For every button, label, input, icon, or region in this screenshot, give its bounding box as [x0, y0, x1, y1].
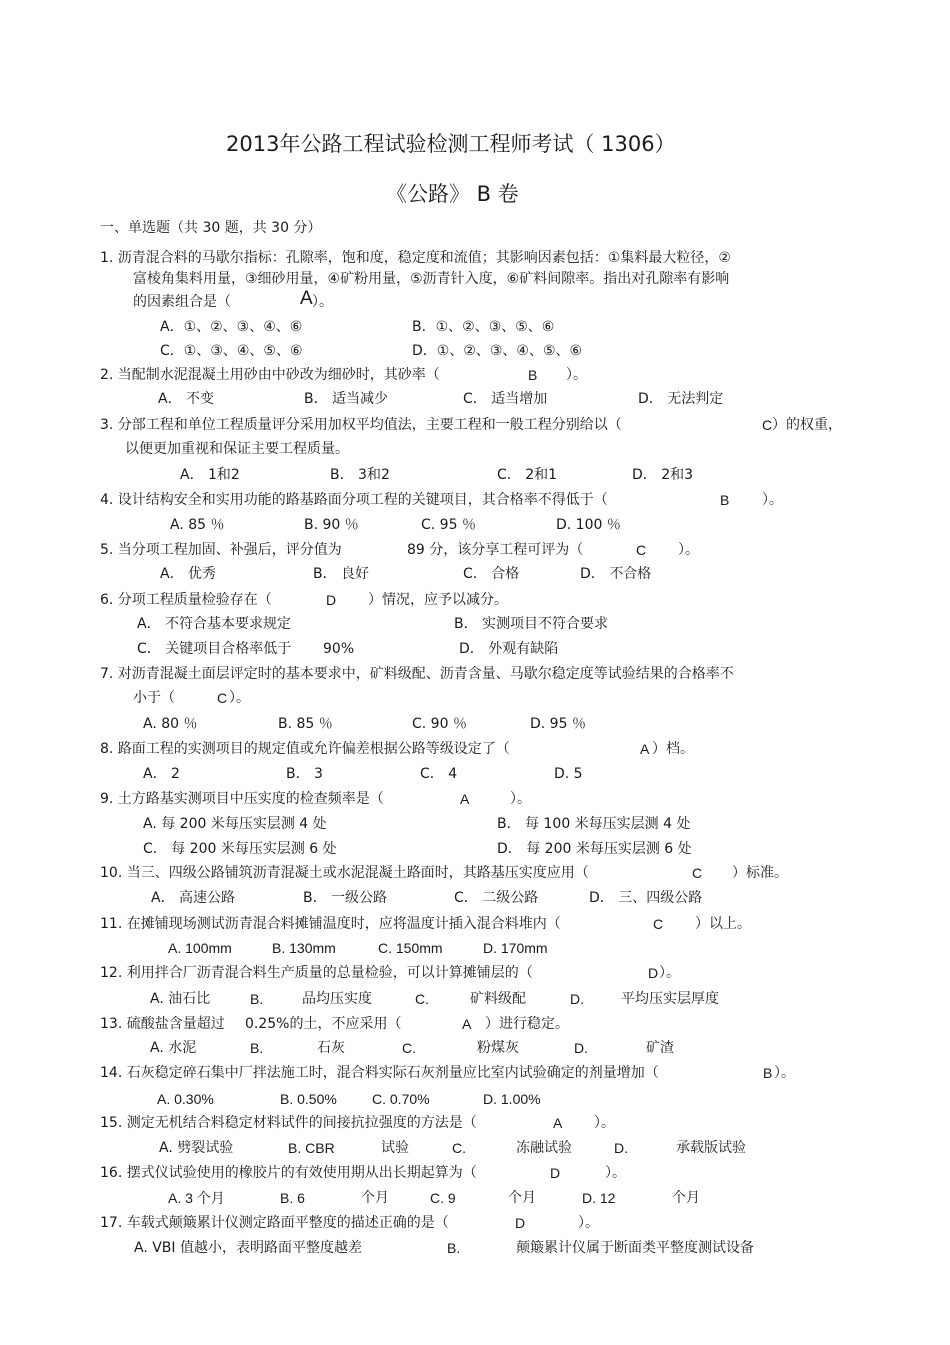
question-11-option-c: C. 150mm: [378, 940, 443, 956]
question-12-option-a: A. 油石比: [150, 991, 211, 1007]
question-17-answer: D: [515, 1215, 526, 1231]
question-12-option-b-letter: B.: [250, 991, 264, 1007]
question-3-answer-suffix: ）的权重，: [772, 417, 842, 433]
question-7-answer-suffix: ）。: [229, 690, 250, 706]
question-3-line-1: 3. 分部工程和单位工程质量评分采用加权平均值法，主要工程和一般工程分别给以（: [100, 417, 622, 433]
question-15-option-b-text: 试验: [381, 1140, 409, 1156]
question-7-option-b: B. 85 ％: [278, 716, 333, 732]
question-2-answer: B: [528, 367, 538, 383]
question-8-line-1: 8. 路面工程的实测项目的规定值或允许偏差根据公路等级设定了（: [100, 741, 510, 757]
question-15-option-a: A. 劈裂试验: [159, 1140, 234, 1156]
question-4-option-c: C. 95 ％: [421, 517, 476, 533]
question-14-line-1: 14. 石灰稳定碎石集中厂拌法施工时，混合料实际石灰剂量应比室内试验确定的剂量增加（: [100, 1065, 659, 1081]
question-2-option-a: A． 不变: [158, 391, 215, 407]
question-7-answer: C: [217, 690, 228, 706]
question-11-option-d: D. 170mm: [483, 940, 548, 956]
question-13-option-d-letter: D.: [574, 1040, 588, 1056]
question-9-option-d: D． 每 200 米每压实层测 6 处: [497, 841, 692, 857]
question-4-option-b: B. 90 ％: [304, 517, 359, 533]
question-1-line-3: 的因素组合是（: [133, 294, 231, 310]
question-17-option-a: A. VBI 值越小，表明路面平整度越差: [134, 1240, 362, 1256]
question-1-line-2: 富棱角集料用量，③细砂用量，④矿粉用量，⑤沥青针入度，⑥矿料间隙率。指出对孔隙率有影响: [133, 271, 730, 287]
question-3-option-c: C． 2和1: [497, 467, 558, 483]
question-6-answer-suffix: ）情况，应予以减分。: [368, 592, 508, 608]
page-title: 2013年公路工程试验检测工程师考试（ 1306）: [226, 132, 676, 156]
question-3-option-d: D． 2和3: [632, 467, 694, 483]
question-13-option-b-letter: B.: [250, 1040, 264, 1056]
question-2-option-d: D． 无法判定: [638, 391, 724, 407]
question-5-line-1: 5. 当分项工程加固、补强后，评分值为: [100, 542, 342, 558]
question-10-line-1: 10. 当三、四级公路铺筑沥青混凝土或水泥混凝土路面时，其路基压实度应用（: [100, 865, 589, 881]
question-2-option-c: C． 适当增加: [463, 391, 548, 407]
question-6-option-a: A． 不符合基本要求规定: [137, 616, 292, 632]
question-8-answer: A: [640, 741, 650, 757]
question-16-option-b-letter: B. 6: [280, 1190, 305, 1206]
question-15-answer: A: [553, 1115, 563, 1131]
question-17-option-b: 颠簸累计仪属于断面类平整度测试设备: [516, 1240, 754, 1256]
question-7-line-1: 7. 对沥青混凝土面层评定时的基本要求中，矿料级配、沥青含量、马歇尔稳定度等试验结果的合格率不: [100, 666, 734, 682]
question-8-option-a: A． 2: [143, 766, 180, 782]
question-5-line-2: 89 分，该分享工程可评为（: [407, 542, 584, 558]
question-10-answer: C: [692, 865, 703, 881]
question-7-option-a: A. 80 ％: [143, 716, 198, 732]
question-17-option-b-letter: B.: [447, 1240, 461, 1256]
question-4-answer-suffix: ）。: [762, 492, 783, 508]
question-5-option-c: C． 合格: [463, 566, 520, 582]
question-5-option-a: A． 优秀: [160, 566, 217, 582]
question-8-option-c: C． 4: [420, 766, 458, 782]
question-1-option-b: B．①、②、③、⑤、⑥: [412, 319, 555, 335]
question-10-answer-suffix: ）标准。: [732, 865, 788, 881]
question-1-line-1: 1. 沥青混合料的马歇尔指标：孔隙率，饱和度，稳定度和流值；其影响因素包括：①集料最大粒径，②: [100, 250, 731, 266]
question-15-option-d: 承载版试验: [676, 1140, 746, 1156]
question-1-answer: A: [300, 288, 313, 309]
section-heading: 一、单选题（共 30 题，共 30 分）: [100, 220, 322, 236]
question-16-option-b: 个月: [361, 1190, 389, 1206]
question-16-answer: D: [550, 1165, 561, 1181]
question-11-line-1: 11. 在摊铺现场测试沥青混合料摊铺温度时，应将温度计插入混合料堆内（: [100, 916, 561, 932]
question-17-line-1: 17. 车载式颠簸累计仪测定路面平整度的描述正确的是（: [100, 1215, 449, 1231]
question-13-option-a: A. 水泥: [150, 1040, 197, 1056]
question-11-answer: C: [653, 916, 664, 932]
question-1-answer-suffix: ）。: [312, 294, 333, 310]
question-11-answer-suffix: ）以上。: [695, 916, 751, 932]
question-11-option-b: B. 130mm: [272, 940, 336, 956]
question-15-option-c: 冻融试验: [516, 1140, 572, 1156]
question-9-answer-suffix: ）。: [510, 791, 531, 807]
question-5-answer: C: [636, 542, 647, 558]
question-12-option-b: 品均压实度: [302, 991, 372, 1007]
question-4-option-a: A. 85 ％: [170, 517, 225, 533]
question-9-answer: A: [460, 791, 470, 807]
question-6-option-c: C． 关键项目合格率低于: [137, 641, 292, 657]
question-17-answer-suffix: ）。: [578, 1215, 599, 1231]
question-12-option-c: 矿料级配: [470, 991, 526, 1007]
question-5-option-d: D． 不合格: [580, 566, 652, 582]
question-2-answer-suffix: ）。: [566, 367, 587, 383]
question-1-option-d: D．①、②、③、④、⑤、⑥: [412, 343, 583, 359]
question-9-option-c: C． 每 200 米每压实层测 6 处: [143, 841, 337, 857]
question-3-option-b: B． 3和2: [330, 467, 390, 483]
question-4-line-1: 4. 设计结构安全和实用功能的路基路面分项工程的关键项目，其合格率不得低于（: [100, 492, 608, 508]
question-16-option-c-letter: C. 9: [430, 1190, 456, 1206]
question-13-option-d: 矿渣: [646, 1040, 674, 1056]
question-6-option-b: B． 实测项目不符合要求: [454, 616, 609, 632]
question-15-line-1: 15. 测定无机结合料稳定材料试件的间接抗拉强度的方法是（: [100, 1115, 477, 1131]
question-6-answer: D: [326, 592, 337, 608]
question-6-option-d: D． 外观有缺陷: [459, 641, 559, 657]
question-14-option-d: D. 1.00%: [483, 1091, 541, 1107]
question-16-option-a: A. 3 个月: [168, 1190, 225, 1206]
question-13-answer: A: [462, 1016, 472, 1032]
question-9-line-1: 9. 土方路基实测项目中压实度的检查频率是（: [100, 791, 384, 807]
question-16-option-d: 个月: [672, 1190, 700, 1206]
question-13-line-2: 0.25%的土，不应采用（: [245, 1016, 402, 1032]
question-14-option-a: A. 0.30%: [157, 1091, 214, 1107]
question-14-answer: B: [763, 1065, 773, 1081]
question-10-option-b: B． 一级公路: [303, 890, 388, 906]
question-9-option-a: A. 每 200 米每压实层测 4 处: [143, 816, 327, 832]
question-16-option-d-letter: D. 12: [582, 1190, 616, 1206]
question-7-option-c: C. 90 ％: [412, 716, 467, 732]
question-3-line-2: 以便更加重视和保证主要工程质量。: [125, 441, 349, 457]
question-2-option-b: B． 适当减少: [304, 391, 389, 407]
question-12-line-1: 12. 利用拌合厂沥青混合料生产质量的总量检验，可以计算摊铺层的（: [100, 965, 533, 981]
question-3-option-a: A． 1和2: [180, 467, 240, 483]
question-12-answer-suffix: ）。: [659, 965, 680, 981]
question-4-option-d: D. 100 ％: [556, 517, 621, 533]
question-14-option-b: B. 0.50%: [280, 1091, 337, 1107]
question-13-option-c-letter: C.: [402, 1040, 416, 1056]
question-10-option-d: D． 三、四级公路: [589, 890, 703, 906]
question-13-option-c: 粉煤灰: [477, 1040, 519, 1056]
question-15-option-c-letter: C.: [452, 1140, 466, 1156]
question-15-option-b: B. CBR: [288, 1140, 335, 1156]
question-7-option-d: D. 95 ％: [530, 716, 586, 732]
question-2-line-1: 2. 当配制水泥混凝土用砂由中砂改为细砂时，其砂率（: [100, 367, 440, 383]
question-14-answer-suffix: ）。: [774, 1065, 795, 1081]
question-15-option-d-letter: D.: [614, 1140, 628, 1156]
question-16-answer-suffix: ）。: [605, 1165, 626, 1181]
question-12-option-d: 平均压实层厚度: [621, 991, 719, 1007]
question-12-answer: D: [648, 965, 659, 981]
question-12-option-c-letter: C.: [415, 991, 429, 1007]
question-11-option-a: A. 100mm: [168, 940, 232, 956]
question-7-line-2: 小于（: [133, 690, 175, 706]
question-13-option-b: 石灰: [317, 1040, 345, 1056]
question-8-answer-suffix: ）档。: [652, 741, 694, 757]
question-13-line-1: 13. 硫酸盐含量超过: [100, 1016, 225, 1032]
question-1-option-c: C．①、③、④、⑤、⑥: [160, 343, 303, 359]
question-10-option-c: C． 二级公路: [454, 890, 539, 906]
question-6-line-1: 6. 分项工程质量检验存在（: [100, 592, 272, 608]
question-5-option-b: B． 良好: [313, 566, 370, 582]
question-14-option-c: C. 0.70%: [372, 1091, 430, 1107]
question-3-answer: C: [762, 417, 773, 433]
question-9-option-b: B． 每 100 米每压实层测 4 处: [497, 816, 691, 832]
question-12-option-d-letter: D.: [570, 991, 584, 1007]
question-4-answer: B: [720, 492, 730, 508]
question-6-option-c-value: 90%: [323, 641, 355, 657]
question-16-option-c: 个月: [508, 1190, 536, 1206]
question-8-option-b: B． 3: [286, 766, 323, 782]
page-subtitle: 《公路》 B 卷: [386, 182, 519, 206]
question-15-answer-suffix: ）。: [594, 1115, 615, 1131]
question-16-line-1: 16. 摆式仪试验使用的橡胶片的有效使用期从出长期起算为（: [100, 1165, 477, 1181]
question-1-option-a: A．①、②、③、④、⑥: [160, 319, 303, 335]
question-5-answer-suffix: ）。: [678, 542, 699, 558]
question-10-option-a: A． 高速公路: [151, 890, 236, 906]
question-13-answer-suffix: ）进行稳定。: [485, 1016, 569, 1032]
question-8-option-d: D. 5: [554, 766, 583, 782]
